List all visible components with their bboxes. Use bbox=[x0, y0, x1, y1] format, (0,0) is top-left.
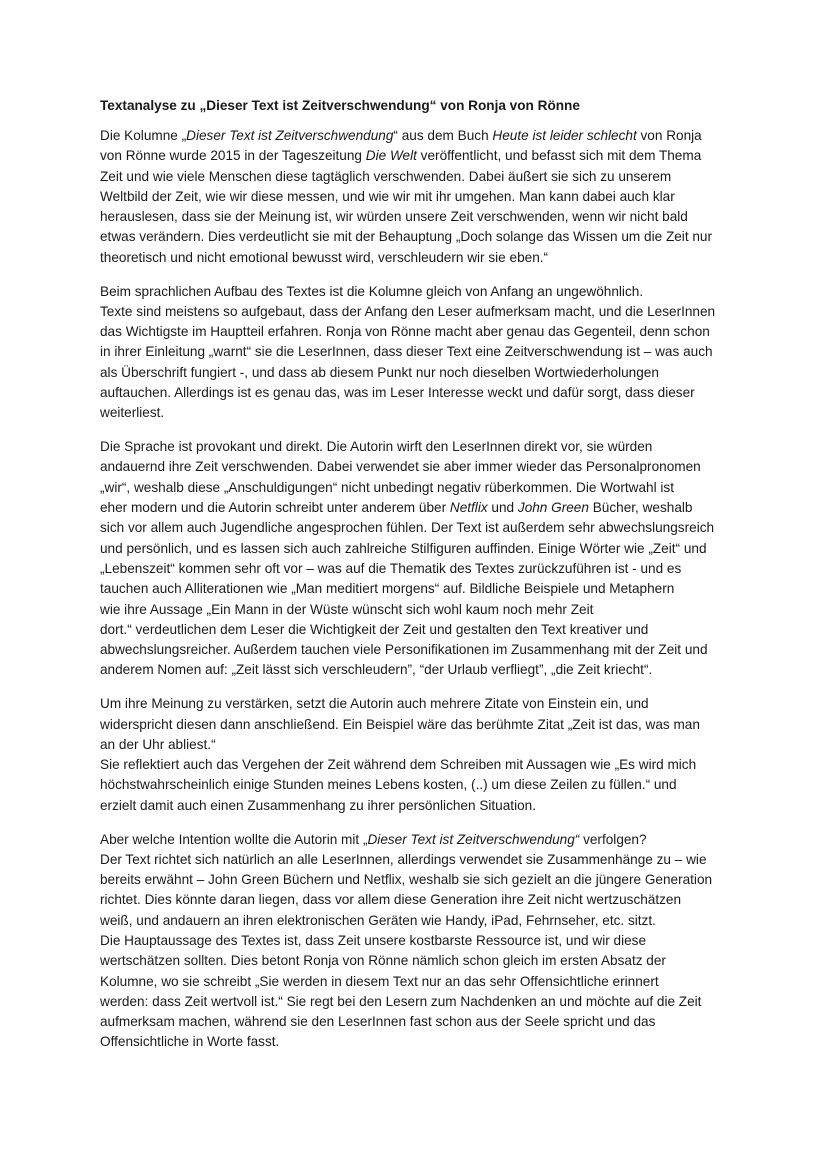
text-run: das Wichtigste im Hauptteil erfahren. Ronja von Rönne macht aber genau das Gegenteil, denn schon bbox=[100, 324, 710, 340]
text-line bbox=[100, 931, 740, 951]
text-line bbox=[100, 383, 740, 403]
italic-text-run: Netflix bbox=[449, 500, 488, 516]
text-line bbox=[100, 640, 740, 660]
text-run: veröffentlicht, und befasst sich mit dem Thema bbox=[416, 148, 702, 164]
text-run: weiterliest. bbox=[100, 405, 165, 421]
text-run: theoretisch und nicht emotional bewusst wird, verschleudern wir sie eben.“ bbox=[100, 249, 549, 265]
paragraph bbox=[100, 437, 740, 681]
text-run: Aber welche Intention wollte die Autorin mit „ bbox=[100, 831, 368, 847]
text-run: werden: dass Zeit wertvoll ist.“ Sie regt bei den Lesern zum Nachdenken an und möchte auf die Zeit bbox=[100, 993, 702, 1009]
text-line bbox=[100, 972, 740, 992]
text-run: andauernd ihre Zeit verschwenden. Dabei verwendet sie aber immer wieder das Personalpronomen bbox=[100, 459, 701, 475]
text-line bbox=[100, 694, 740, 714]
text-line bbox=[100, 830, 740, 850]
italic-text-run: John Green bbox=[517, 500, 589, 516]
text-run: Bücher, weshalb bbox=[588, 500, 693, 516]
text-run: Weltbild der Zeit, wie wir diese messen, und wie wir mit ihr umgehen. Man kann dabei auch klar bbox=[100, 188, 675, 204]
text-line bbox=[100, 437, 740, 457]
text-run: wertschätzen sollten. Dies betont Ronja von Rönne nämlich schon gleich im ersten Absatz der bbox=[100, 953, 666, 969]
text-run: und bbox=[487, 500, 518, 516]
text-run: erzielt damit auch einen Zusammenhang zu ihrer persönlichen Situation. bbox=[100, 797, 536, 813]
text-line bbox=[100, 363, 740, 383]
text-run: Der Text richtet sich natürlich an alle LeserInnen, allerdings verwendet sie Zusammenhänge zu – wie bbox=[100, 851, 707, 867]
text-run: Kolumne, wo sie schreibt „Sie werden in diesem Text nur an das sehr Offensichtliche erinnert bbox=[100, 973, 659, 989]
document-body bbox=[100, 126, 740, 1053]
text-line bbox=[100, 600, 740, 620]
text-run: in ihrer Einleitung „warnt“ sie die LeserInnen, dass dieser Text eine Zeitverschwendung ist – was auch bbox=[100, 344, 713, 360]
text-run: herauslesen, dass sie der Meinung ist, wir würden unsere Zeit verschwenden, wenn wir nicht bald bbox=[100, 209, 688, 225]
text-line bbox=[100, 126, 740, 146]
text-run: Um ihre Meinung zu verstärken, setzt die Autorin auch mehrere Zitate von Einstein ein, und bbox=[100, 696, 649, 712]
text-line bbox=[100, 1012, 740, 1032]
text-line bbox=[100, 850, 740, 870]
text-run: „wir“, weshalb diese „Anschuldigungen“ nicht unbedingt negativ rüberkommen. Die Wortwahl ist bbox=[100, 479, 674, 495]
text-run: von Ronja bbox=[636, 128, 702, 143]
text-line bbox=[100, 796, 740, 816]
text-line bbox=[100, 146, 740, 166]
document-page bbox=[100, 96, 740, 1066]
text-run: richtet. Dies könnte daran liegen, dass vor allem diese Generation ihre Zeit nicht wertzuschätzen bbox=[100, 892, 682, 908]
text-line bbox=[100, 890, 740, 910]
paragraph bbox=[100, 694, 740, 816]
italic-text-run: Dieser Text ist Zeitverschwendung“ bbox=[367, 831, 580, 847]
text-line bbox=[100, 403, 740, 423]
text-line bbox=[100, 579, 740, 599]
text-run: etwas verändern. Dies verdeutlicht sie mit der Behauptung „Doch solange das Wissen um die Zeit nur bbox=[100, 229, 713, 245]
text-run: als Überschrift fungiert -, und dass ab diesem Punkt nur noch dieselben Wortwiederholungen bbox=[100, 364, 659, 380]
text-line bbox=[100, 755, 740, 775]
text-run: bereits erwähnt – John Green Büchern und Netflix, weshalb sie sich gezielt an die jüngere Generation bbox=[100, 872, 713, 888]
text-line bbox=[100, 715, 740, 735]
text-run: anderem Nomen auf: „Zeit lässt sich verschleudern”, “der Urlaub verfliegt”, „die Zeit kriecht“. bbox=[100, 662, 653, 678]
paragraph bbox=[100, 282, 740, 424]
text-run: Die Sprache ist provokant und direkt. Die Autorin wirft den LeserInnen direkt vor, sie würden bbox=[100, 439, 653, 455]
text-line bbox=[100, 227, 740, 247]
text-run: sich vor allem auch Jugendliche angesprochen fühlen. Der Text ist außerdem sehr abwechslungsreich bbox=[100, 520, 715, 536]
text-run: und persönlich, und es lassen sich auch zahlreiche Stilfiguren auffinden. Einige Wörter wie „Zeit“ und bbox=[100, 540, 707, 556]
text-line bbox=[100, 539, 740, 559]
text-run: von Rönne wurde 2015 in der Tageszeitung bbox=[100, 148, 366, 164]
italic-text-run: Die Welt bbox=[365, 148, 417, 164]
text-run: wie ihre Aussage „Ein Mann in der Wüste wünscht sich wohl kaum noch mehr Zeit bbox=[100, 601, 594, 617]
italic-text-run: Dieser Text ist Zeitverschwendung bbox=[186, 128, 394, 143]
text-run: eher modern und die Autorin schreibt unter anderem über bbox=[100, 500, 450, 516]
text-run: Offensichtliche in Worte fasst. bbox=[100, 1034, 280, 1050]
text-line bbox=[100, 660, 740, 680]
paragraph bbox=[100, 126, 740, 268]
text-run: auftauchen. Allerdings ist es genau das, was im Leser Interesse weckt und dafür sorgt, dass dieser bbox=[100, 385, 695, 401]
text-line bbox=[100, 248, 740, 268]
document-title: Textanalyse zu „Dieser Text ist Zeitverschwendung“ von Ronja von Rönne bbox=[100, 98, 580, 113]
text-run: höchstwahrscheinlich einige Stunden meines Lebens kosten, (..) um diese Zeilen zu füllen.“ und bbox=[100, 777, 677, 793]
text-line bbox=[100, 1032, 740, 1052]
text-run: Zeit und wie viele Menschen diese tagtäglich verschwenden. Dabei äußert sie sich zu unserem bbox=[100, 168, 672, 184]
text-run: tauchen auch Alliterationen wie „Man meditiert morgens“ auf. Bildliche Beispiele und Metaphern bbox=[100, 581, 675, 597]
text-line bbox=[100, 478, 740, 498]
text-line bbox=[100, 302, 740, 322]
text-run: Die Hauptaussage des Textes ist, dass Zeit unsere kostbarste Ressource ist, und wir diese bbox=[100, 932, 647, 948]
text-line bbox=[100, 457, 740, 477]
italic-text-run: Heute ist leider schlecht bbox=[492, 128, 637, 143]
text-run: “ aus dem Buch bbox=[393, 128, 493, 143]
text-line bbox=[100, 951, 740, 971]
text-line bbox=[100, 775, 740, 795]
text-run: verfolgen? bbox=[579, 831, 647, 847]
text-line bbox=[100, 187, 740, 207]
paragraph bbox=[100, 830, 740, 1053]
text-line bbox=[100, 498, 740, 518]
text-run: „Lebenszeit“ kommen sehr oft vor – was auf die Thematik des Textes zurückzuführen ist - und es bbox=[100, 560, 682, 576]
text-line bbox=[100, 207, 740, 227]
text-run: Beim sprachlichen Aufbau des Textes ist die Kolumne gleich von Anfang an ungewöhnlich. bbox=[100, 283, 644, 299]
text-run: Die Kolumne „ bbox=[100, 128, 187, 143]
text-line bbox=[100, 282, 740, 302]
text-run: dort.“ verdeutlichen dem Leser die Wichtigkeit der Zeit und gestalten den Text kreativer und bbox=[100, 621, 649, 637]
text-line bbox=[100, 322, 740, 342]
text-run: abwechslungsreicher. Außerdem tauchen viele Personifikationen im Zusammenhang mit der Zeit und bbox=[100, 642, 708, 658]
text-line bbox=[100, 620, 740, 640]
text-line bbox=[100, 342, 740, 362]
text-line bbox=[100, 992, 740, 1012]
text-line bbox=[100, 167, 740, 187]
text-run: weiß, und andauern an ihren elektronischen Geräten wie Handy, iPad, Fehrnseher, etc. sitzt. bbox=[100, 912, 656, 928]
text-line bbox=[100, 870, 740, 890]
text-line bbox=[100, 911, 740, 931]
text-run: widerspricht diesen dann anschließend. Ein Beispiel wäre das berühmte Zitat „Zeit ist das, was man bbox=[100, 716, 700, 732]
text-line bbox=[100, 735, 740, 755]
text-run: aufmerksam machen, während sie den LeserInnen fast schon aus der Seele spricht und das bbox=[100, 1014, 656, 1030]
text-line bbox=[100, 559, 740, 579]
text-run: Texte sind meistens so aufgebaut, dass der Anfang den Leser aufmerksam macht, und die LeserInnen bbox=[100, 303, 716, 319]
text-run: Sie reflektiert auch das Vergehen der Zeit während dem Schreiben mit Aussagen wie „Es wird mich bbox=[100, 757, 697, 773]
text-run: an der Uhr abliest.“ bbox=[100, 736, 216, 752]
text-line bbox=[100, 518, 740, 538]
